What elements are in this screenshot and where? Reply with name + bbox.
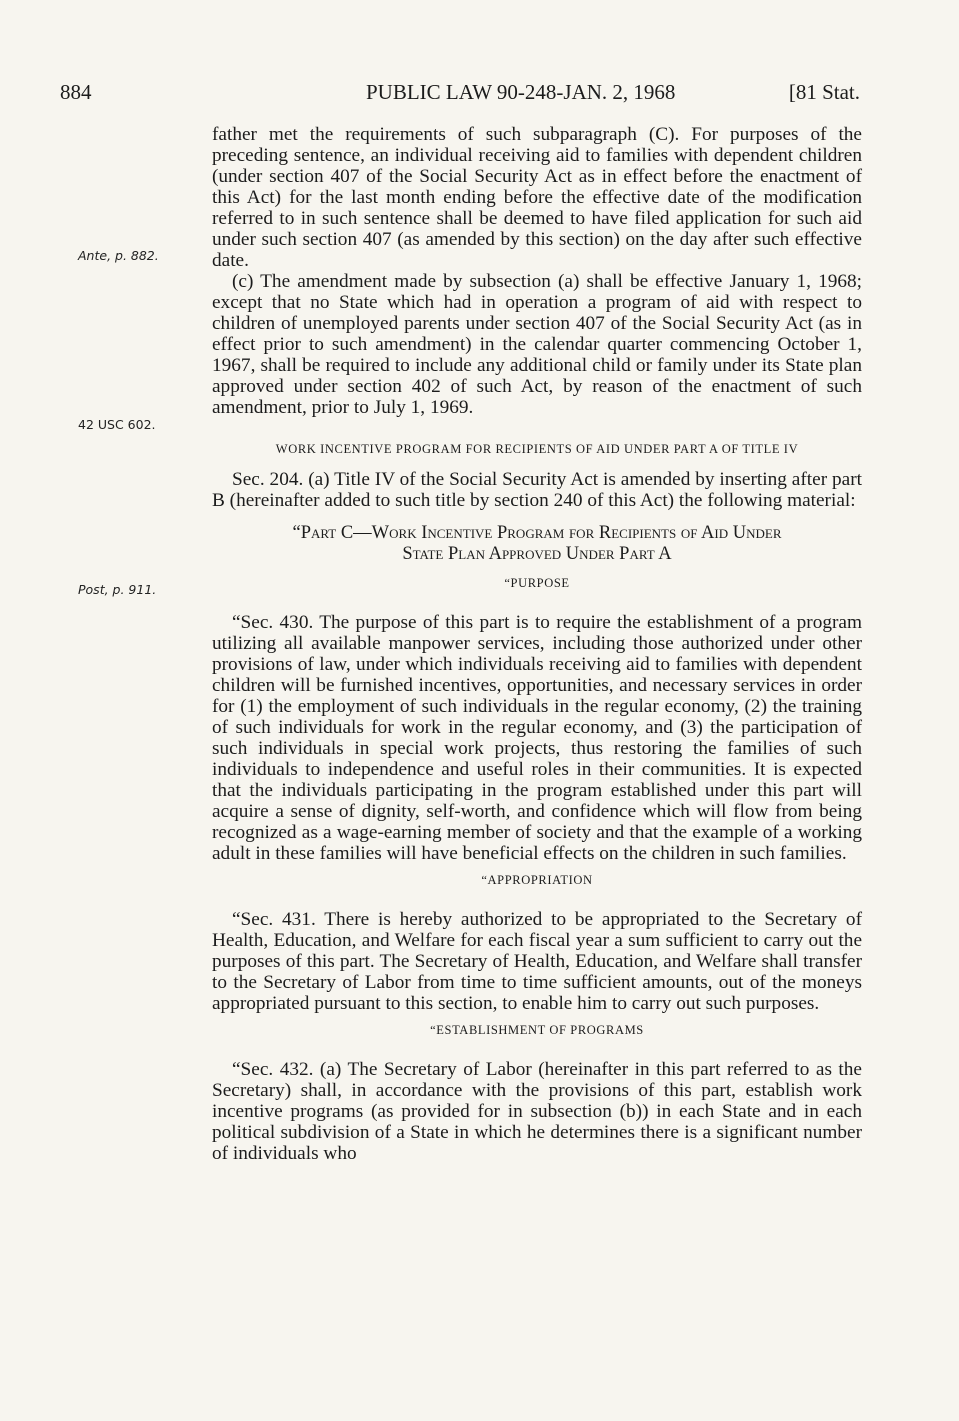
margin-note-usc: 42 USC 602.	[78, 417, 156, 432]
heading-part-c-line-2: State Plan Approved Under Part A	[402, 544, 672, 564]
heading-part-c-line-1: “Part C—Work Incentive Program for Recipients of Aid Under	[292, 523, 782, 543]
paragraph-sec-431: “Sec. 431. There is hereby authorized to be appropriated to the Secretary of Health, Education, and Welfare for each fiscal year a sum sufficient to carry out the purposes of this part. The Secretary of Health, Education, and Welfare shall transfer to the Secretary of Labor from time to time sufficient amounts, out of the moneys appropriated pursuant to this section, to enable him to carry out such purposes.	[212, 909, 862, 1014]
heading-purpose: “PURPOSE	[504, 576, 570, 590]
statute-reference: [81 Stat.	[788, 80, 860, 104]
margin-note-ante	[78, 248, 159, 263]
document-body	[212, 124, 862, 1164]
margin-note-post-text: Post, p. 911.	[78, 582, 157, 597]
paragraph-sec-430: “Sec. 430. The purpose of this part is to require the establishment of a program utilizing all available manpower services, including those authorized under other provisions of law, under which individuals receiving aid to families with dependent children will be furnished incentives, opportunities, and necessary services in order for (1) the employment of such individuals in the regular economy, (2) the training of such individuals for work in the regular economy, and (3) the participation of such individuals in special work projects, thus restoring the families of such individuals to independence and useful roles in their communities. It is expected that the individuals participating in the program established under this part will acquire a sense of dignity, self-worth, and confidence which will flow from being recognized as a wage-earning member of society and that the example of a working adult in these families will have beneficial effects on the children in such families.	[212, 612, 862, 864]
paragraph-subsection-c: (c) The amendment made by subsection (a) shall be effective January 1, 1968; except that no State which had in operation a program of aid with respect to children of unemployed parents under section 407 of the Social Security Act (as in effect prior to such amendment) in the calendar quarter commencing October 1, 1967, shall be required to include any additional child or family under its State plan approved under section 402 of such Act, by reason of the enactment of such amendment, prior to July 1, 1969.	[212, 271, 862, 418]
heading-establishment: “ESTABLISHMENT OF PROGRAMS	[430, 1023, 644, 1037]
page-header	[60, 80, 860, 110]
margin-note-post	[78, 582, 156, 597]
margin-note-ante-text: Ante, p. 882.	[78, 248, 159, 263]
paragraph-sec-204: Sec. 204. (a) Title IV of the Social Security Act is amended by inserting after part B (hereinafter added to such title by section 240 of this Act) the following material:	[212, 469, 862, 511]
paragraph-continuation: father met the requirements of such subparagraph (C). For purposes of the preceding sentence, an individual receiving aid to families with dependent children (under section 407 of the Social Security Act as in effect before the enactment of this Act) for the last month ending before the effective date of the modification referred to in such sentence shall be deemed to have filed application for such aid under such section 407 (as amended by this section) on the day after such effective date.	[212, 124, 862, 271]
heading-work-incentive-program: WORK INCENTIVE PROGRAM FOR RECIPIENTS OF AID UNDER PART A OF TITLE IV	[275, 442, 799, 456]
running-title: PUBLIC LAW 90-248-JAN. 2, 1968	[366, 80, 676, 104]
paragraph-sec-432: “Sec. 432. (a) The Secretary of Labor (hereinafter in this part referred to as the Secretary) shall, in accordance with the provisions of this part, establish work incentive programs (as provided for in subsection (b)) in each State and in each political subdivision of a State in which he determines there is a significant number of individuals who	[212, 1059, 862, 1164]
page-number: 884	[60, 80, 92, 104]
heading-part-c	[212, 523, 862, 565]
heading-appropriation: “APPROPRIATION	[481, 873, 593, 887]
